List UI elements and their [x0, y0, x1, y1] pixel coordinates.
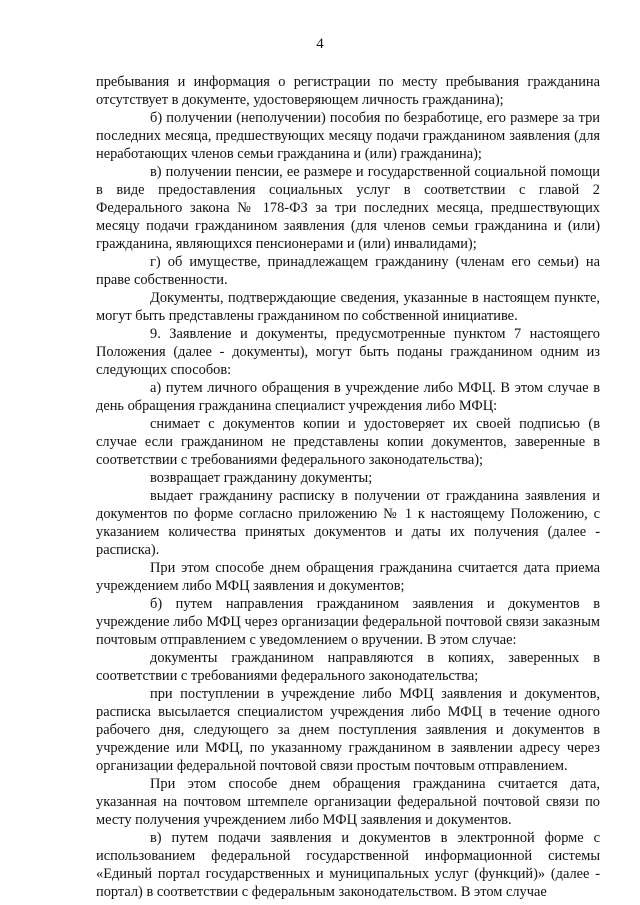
paragraph: а) путем личного обращения в учреждение либо МФЦ. В этом случае в день обращения гражданина специалист учреждения либо МФЦ:: [96, 380, 600, 414]
paragraph: г) об имуществе, принадлежащем гражданину (членам его семьи) на праве собственности.: [96, 254, 600, 288]
paragraph: Документы, подтверждающие сведения, указанные в настоящем пункте, могут быть представлены гражданином по собственной инициативе.: [96, 290, 600, 324]
paragraph: в) путем подачи заявления и документов в электронной форме с использованием федеральной государственной информационной системы «Единый портал государственных и муниципальных услуг (функций)» (далее - портал) в соответствии с федеральным законодательством. В этом случае: [96, 830, 600, 900]
paragraph: При этом способе днем обращения гражданина считается дата приема учреждением либо МФЦ заявления и документов;: [96, 560, 600, 594]
paragraph: 9. Заявление и документы, предусмотренные пунктом 7 настоящего Положения (далее - документы), могут быть поданы гражданином одним из следующих способов:: [96, 326, 600, 378]
paragraph: при поступлении в учреждение либо МФЦ заявления и документов, расписка высылается специалистом учреждения либо МФЦ в течение одного рабочего дня, следующего за днем поступления заявления и документов в учреждение или МФЦ, по указанному гражданином в заявлении адресу через организации федеральной почтовой связи простым почтовым отправлением.: [96, 686, 600, 774]
paragraph: б) получении (неполучении) пособия по безработице, его размере за три последних месяца, предшествующих месяцу подачи гражданином заявления (для неработающих членов семьи гражданина и (или) гражданина);: [96, 110, 600, 162]
paragraph: возвращает гражданину документы;: [150, 470, 373, 486]
paragraph: в) получении пенсии, ее размере и государственной социальной помощи в виде предоставления социальных услуг в соответствии с главой 2 Федерального закона № 178-ФЗ за три последних месяца, предшествующих месяцу подачи гражданином заявления (для членов семьи гражданина и (или) гражданина, являющихся пенсионерами и (или) инвалидами);: [96, 164, 600, 252]
paragraph: выдает гражданину расписку в получении от гражданина заявления и документов по форме согласно приложению № 1 к настоящему Положению, с указанием количества принятых документов и даты их получения (далее - расписка).: [96, 488, 600, 558]
paragraph: снимает с документов копии и удостоверяет их своей подписью (в случае если гражданином не представлены копии документов, заверенные в соответствии с требованиями федерального законодательства);: [96, 416, 600, 468]
paragraph: пребывания и информация о регистрации по месту пребывания гражданина отсутствует в документе, удостоверяющем личность гражданина);: [96, 74, 600, 108]
page-number: 4: [316, 36, 324, 52]
paragraph: При этом способе днем обращения гражданина считается дата, указанная на почтовом штемпеле организации федеральной почтовой связи по месту получения учреждением либо МФЦ заявления и документов.: [96, 776, 600, 828]
paragraph: документы гражданином направляются в копиях, заверенных в соответствии с требованиями федерального законодательства;: [96, 650, 600, 684]
paragraph: б) путем направления гражданином заявления и документов в учреждение либо МФЦ через организации федеральной почтовой связи заказным почтовым отправлением с уведомлением о вручении. В этом случае:: [96, 596, 600, 648]
document-body: [96, 73, 600, 901]
